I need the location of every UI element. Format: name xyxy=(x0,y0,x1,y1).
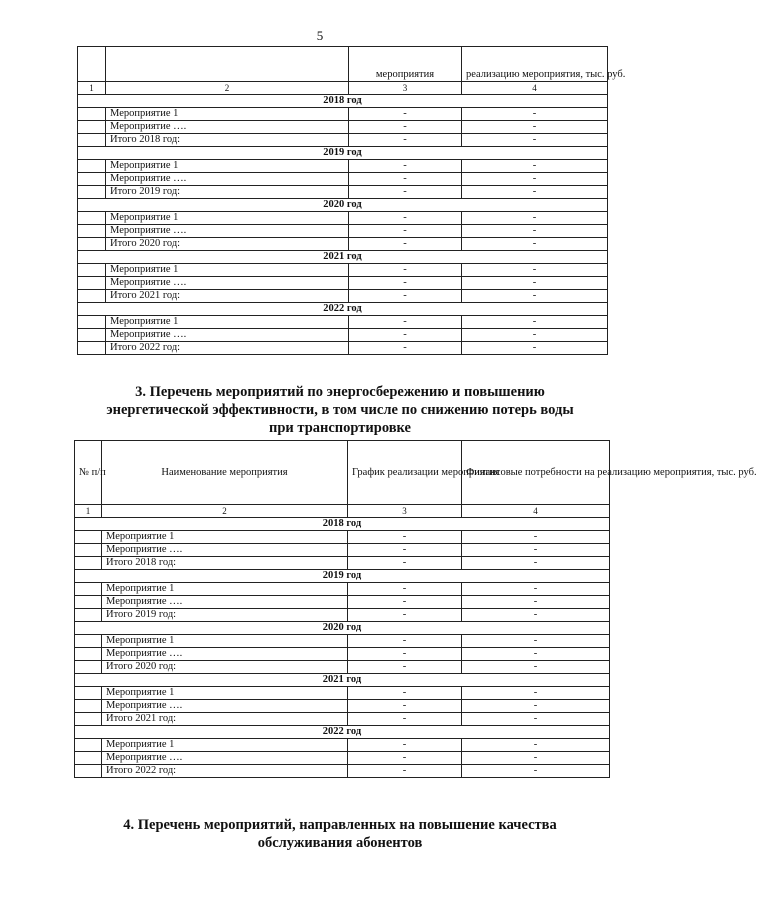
row-number-cell xyxy=(78,212,106,225)
financing-value: - xyxy=(462,160,608,173)
financing-value: - xyxy=(462,700,610,713)
row-number-cell xyxy=(78,277,106,290)
row-number-cell xyxy=(75,661,102,674)
table-row xyxy=(78,238,608,251)
schedule-value: - xyxy=(349,121,462,134)
header-cell-3: мероприятия xyxy=(349,47,462,82)
schedule-value: - xyxy=(349,108,462,121)
year-row xyxy=(78,199,608,212)
schedule-value: - xyxy=(348,531,462,544)
year-row xyxy=(75,518,610,531)
event-name: Мероприятие 1 xyxy=(102,583,348,596)
financing-value: - xyxy=(462,173,608,186)
year-total-label: Итого 2022 год: xyxy=(106,342,349,355)
header-number: № п/п xyxy=(75,441,102,505)
schedule-value: - xyxy=(348,713,462,726)
event-name: Мероприятие …. xyxy=(106,277,349,290)
year-label: 2022 год xyxy=(75,726,610,739)
event-name: Мероприятие 1 xyxy=(106,108,349,121)
row-number-cell xyxy=(78,316,106,329)
table-row xyxy=(75,531,610,544)
schedule-value: - xyxy=(349,316,462,329)
schedule-value: - xyxy=(349,160,462,173)
header-cell-1 xyxy=(78,47,106,82)
schedule-value: - xyxy=(348,557,462,570)
table-row xyxy=(75,661,610,674)
table-header-row xyxy=(78,47,608,82)
year-row xyxy=(75,726,610,739)
schedule-value: - xyxy=(349,264,462,277)
table-row xyxy=(75,583,610,596)
table-row xyxy=(78,225,608,238)
schedule-value: - xyxy=(348,739,462,752)
event-name: Мероприятие 1 xyxy=(102,687,348,700)
header-cell-2 xyxy=(106,47,349,82)
header-schedule: График реализации мероприятия xyxy=(348,441,462,505)
header-event-name: Наименование мероприятия xyxy=(102,441,348,505)
financing-value: - xyxy=(462,316,608,329)
schedule-value: - xyxy=(349,186,462,199)
year-total-label: Итого 2019 год: xyxy=(106,186,349,199)
financing-value: - xyxy=(462,238,608,251)
event-name: Мероприятие 1 xyxy=(106,160,349,173)
column-number: 2 xyxy=(102,505,348,518)
schedule-value: - xyxy=(349,342,462,355)
table-row xyxy=(75,739,610,752)
row-number-cell xyxy=(78,173,106,186)
heading-line: обслуживания абонентов xyxy=(257,835,423,851)
financing-value: - xyxy=(462,342,608,355)
financing-value: - xyxy=(462,277,608,290)
event-name: Мероприятие 1 xyxy=(106,264,349,277)
events-table-continued xyxy=(77,46,626,355)
financing-value: - xyxy=(462,648,610,661)
table-row xyxy=(78,290,608,303)
year-row xyxy=(78,303,608,316)
column-number: 4 xyxy=(462,505,610,518)
financing-value: - xyxy=(462,583,610,596)
column-number: 3 xyxy=(349,82,462,95)
financing-value: - xyxy=(462,225,608,238)
table-row xyxy=(75,596,610,609)
schedule-value: - xyxy=(349,225,462,238)
section-3-heading xyxy=(60,383,620,437)
table-row xyxy=(78,134,608,147)
year-row xyxy=(75,622,610,635)
heading-line: 4. Перечень мероприятий, направленных на повышение качества xyxy=(123,817,557,833)
financing-value: - xyxy=(462,134,608,147)
financing-value: - xyxy=(462,290,608,303)
heading-line: при транспортировке xyxy=(269,420,411,436)
row-number-cell xyxy=(78,290,106,303)
row-number-cell xyxy=(75,635,102,648)
row-number-cell xyxy=(78,329,106,342)
year-total-label: Итого 2020 год: xyxy=(106,238,349,251)
row-number-cell xyxy=(75,765,102,778)
year-row xyxy=(75,674,610,687)
financing-value: - xyxy=(462,544,610,557)
column-number: 1 xyxy=(78,82,106,95)
row-number-cell xyxy=(75,700,102,713)
heading-line: энергетической эффективности, в том числе по снижению потерь воды xyxy=(106,402,574,418)
column-number-row xyxy=(78,82,608,95)
table-row xyxy=(75,687,610,700)
table-row xyxy=(78,108,608,121)
column-number: 2 xyxy=(106,82,349,95)
event-name: Мероприятие …. xyxy=(106,121,349,134)
financing-value: - xyxy=(462,661,610,674)
financing-value: - xyxy=(462,635,610,648)
year-label: 2021 год xyxy=(78,251,608,264)
row-number-cell xyxy=(78,186,106,199)
schedule-value: - xyxy=(348,544,462,557)
year-label: 2020 год xyxy=(78,199,608,212)
schedule-value: - xyxy=(349,290,462,303)
row-number-cell xyxy=(78,160,106,173)
table-row xyxy=(75,609,610,622)
schedule-value: - xyxy=(349,277,462,290)
table-row xyxy=(75,635,610,648)
event-name: Мероприятие 1 xyxy=(102,531,348,544)
event-name: Мероприятие …. xyxy=(106,173,349,186)
schedule-value: - xyxy=(349,173,462,186)
heading-line: 3. Перечень мероприятий по энергосбережению и повышению xyxy=(135,384,545,400)
table-row xyxy=(75,544,610,557)
financing-value: - xyxy=(462,739,610,752)
page-number: 5 xyxy=(316,28,324,43)
column-number: 4 xyxy=(462,82,608,95)
table-row xyxy=(78,342,608,355)
event-name: Мероприятие 1 xyxy=(106,212,349,225)
table-row xyxy=(78,277,608,290)
event-name: Мероприятие …. xyxy=(102,596,348,609)
event-name: Мероприятие …. xyxy=(106,225,349,238)
row-number-cell xyxy=(75,544,102,557)
row-number-cell xyxy=(78,121,106,134)
year-total-label: Итого 2021 год: xyxy=(106,290,349,303)
row-number-cell xyxy=(75,531,102,544)
row-number-cell xyxy=(78,238,106,251)
row-number-cell xyxy=(75,713,102,726)
year-total-label: Итого 2019 год: xyxy=(102,609,348,622)
row-number-cell xyxy=(75,583,102,596)
year-row xyxy=(75,570,610,583)
row-number-cell xyxy=(75,752,102,765)
row-number-cell xyxy=(78,342,106,355)
schedule-value: - xyxy=(348,596,462,609)
schedule-value: - xyxy=(349,134,462,147)
year-row xyxy=(78,95,608,108)
financing-value: - xyxy=(462,329,608,342)
year-row xyxy=(78,147,608,160)
table-row xyxy=(75,557,610,570)
table-row xyxy=(78,173,608,186)
row-number-cell xyxy=(75,557,102,570)
financing-value: - xyxy=(462,264,608,277)
year-label: 2022 год xyxy=(78,303,608,316)
table-row xyxy=(78,329,608,342)
financing-value: - xyxy=(462,186,608,199)
row-number-cell xyxy=(75,739,102,752)
event-name: Мероприятие 1 xyxy=(102,635,348,648)
year-total-label: Итого 2018 год: xyxy=(106,134,349,147)
event-name: Мероприятие …. xyxy=(102,752,348,765)
row-number-cell xyxy=(75,609,102,622)
year-label: 2019 год xyxy=(75,570,610,583)
financing-value: - xyxy=(462,596,610,609)
schedule-value: - xyxy=(348,765,462,778)
table-row xyxy=(75,700,610,713)
financing-value: - xyxy=(462,687,610,700)
schedule-value: - xyxy=(348,635,462,648)
schedule-value: - xyxy=(348,583,462,596)
event-name: Мероприятие 1 xyxy=(102,739,348,752)
financing-value: - xyxy=(462,713,610,726)
event-name: Мероприятие 1 xyxy=(106,316,349,329)
row-number-cell xyxy=(78,264,106,277)
table-row xyxy=(78,264,608,277)
row-number-cell xyxy=(78,134,106,147)
header-financing: Финансовые потребности на реализацию мероприятия, тыс. руб. xyxy=(462,441,610,505)
year-label: 2019 год xyxy=(78,147,608,160)
financing-value: - xyxy=(462,108,608,121)
header-cell-4: реализацию мероприятия, тыс. руб. xyxy=(462,47,608,82)
table-header-row xyxy=(75,441,610,505)
column-number: 1 xyxy=(75,505,102,518)
year-total-label: Итого 2021 год: xyxy=(102,713,348,726)
schedule-value: - xyxy=(348,687,462,700)
schedule-value: - xyxy=(348,661,462,674)
year-label: 2021 год xyxy=(75,674,610,687)
row-number-cell xyxy=(75,596,102,609)
energy-saving-events-table xyxy=(74,440,757,778)
row-number-cell xyxy=(78,108,106,121)
event-name: Мероприятие …. xyxy=(106,329,349,342)
table-row xyxy=(78,316,608,329)
schedule-value: - xyxy=(349,238,462,251)
column-number-row xyxy=(75,505,610,518)
year-label: 2020 год xyxy=(75,622,610,635)
financing-value: - xyxy=(462,557,610,570)
table-row xyxy=(75,648,610,661)
financing-value: - xyxy=(462,609,610,622)
year-total-label: Итого 2018 год: xyxy=(102,557,348,570)
row-number-cell xyxy=(75,648,102,661)
year-label: 2018 год xyxy=(78,95,608,108)
column-number: 3 xyxy=(348,505,462,518)
table-row xyxy=(78,121,608,134)
table-row xyxy=(78,160,608,173)
year-total-label: Итого 2022 год: xyxy=(102,765,348,778)
row-number-cell xyxy=(75,687,102,700)
financing-value: - xyxy=(462,212,608,225)
row-number-cell xyxy=(78,225,106,238)
financing-value: - xyxy=(462,765,610,778)
table-row xyxy=(78,212,608,225)
schedule-value: - xyxy=(349,329,462,342)
financing-value: - xyxy=(462,752,610,765)
schedule-value: - xyxy=(348,648,462,661)
table-row xyxy=(75,765,610,778)
table-row xyxy=(78,186,608,199)
event-name: Мероприятие …. xyxy=(102,648,348,661)
schedule-value: - xyxy=(348,609,462,622)
table-row xyxy=(75,752,610,765)
table-row xyxy=(75,713,610,726)
financing-value: - xyxy=(462,531,610,544)
event-name: Мероприятие …. xyxy=(102,544,348,557)
schedule-value: - xyxy=(349,212,462,225)
financing-value: - xyxy=(462,121,608,134)
section-4-heading xyxy=(60,816,620,852)
year-row xyxy=(78,251,608,264)
schedule-value: - xyxy=(348,752,462,765)
year-label: 2018 год xyxy=(75,518,610,531)
schedule-value: - xyxy=(348,700,462,713)
event-name: Мероприятие …. xyxy=(102,700,348,713)
year-total-label: Итого 2020 год: xyxy=(102,661,348,674)
